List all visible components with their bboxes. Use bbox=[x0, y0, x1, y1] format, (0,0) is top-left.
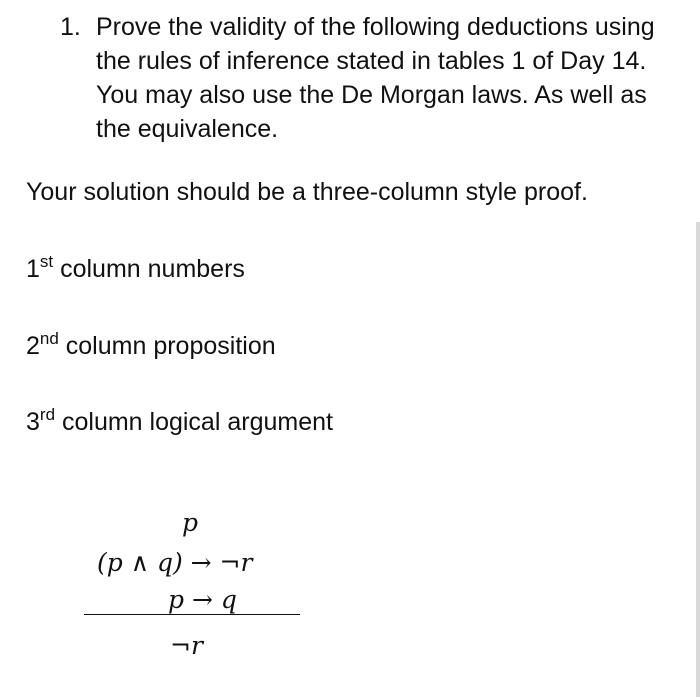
column-1-text: column numbers bbox=[60, 255, 245, 283]
column-3-ordinal: 3 bbox=[26, 408, 40, 436]
scrollbar-track[interactable] bbox=[696, 222, 700, 697]
conclusion-divider-line bbox=[84, 614, 300, 615]
column-1-description bbox=[26, 252, 245, 286]
column-1-ordinal: 1 bbox=[26, 255, 40, 283]
premise-2: (p ∧ q) → ¬r bbox=[97, 548, 253, 577]
column-3-description bbox=[26, 405, 333, 439]
column-2-suffix: nd bbox=[39, 329, 59, 348]
conclusion: ¬r bbox=[170, 631, 203, 660]
question-text: Prove the validity of the following deductions using the rules of inference stated in tables 1 of Day 14. You may also use the De Morgan laws. As well as the equivalence. bbox=[96, 13, 655, 143]
premise-3: p → q bbox=[168, 585, 237, 614]
column-3-suffix: rd bbox=[39, 405, 56, 424]
premise-1: p bbox=[182, 508, 199, 537]
column-1-suffix: st bbox=[39, 252, 54, 271]
instruction-text: Your solution should be a three-column style proof. bbox=[26, 178, 588, 206]
column-3-text: column logical argument bbox=[61, 408, 333, 436]
question-number: 1. bbox=[60, 13, 81, 41]
column-2-description bbox=[26, 329, 276, 363]
column-2-text: column proposition bbox=[65, 332, 276, 360]
column-2-ordinal: 2 bbox=[26, 332, 40, 360]
